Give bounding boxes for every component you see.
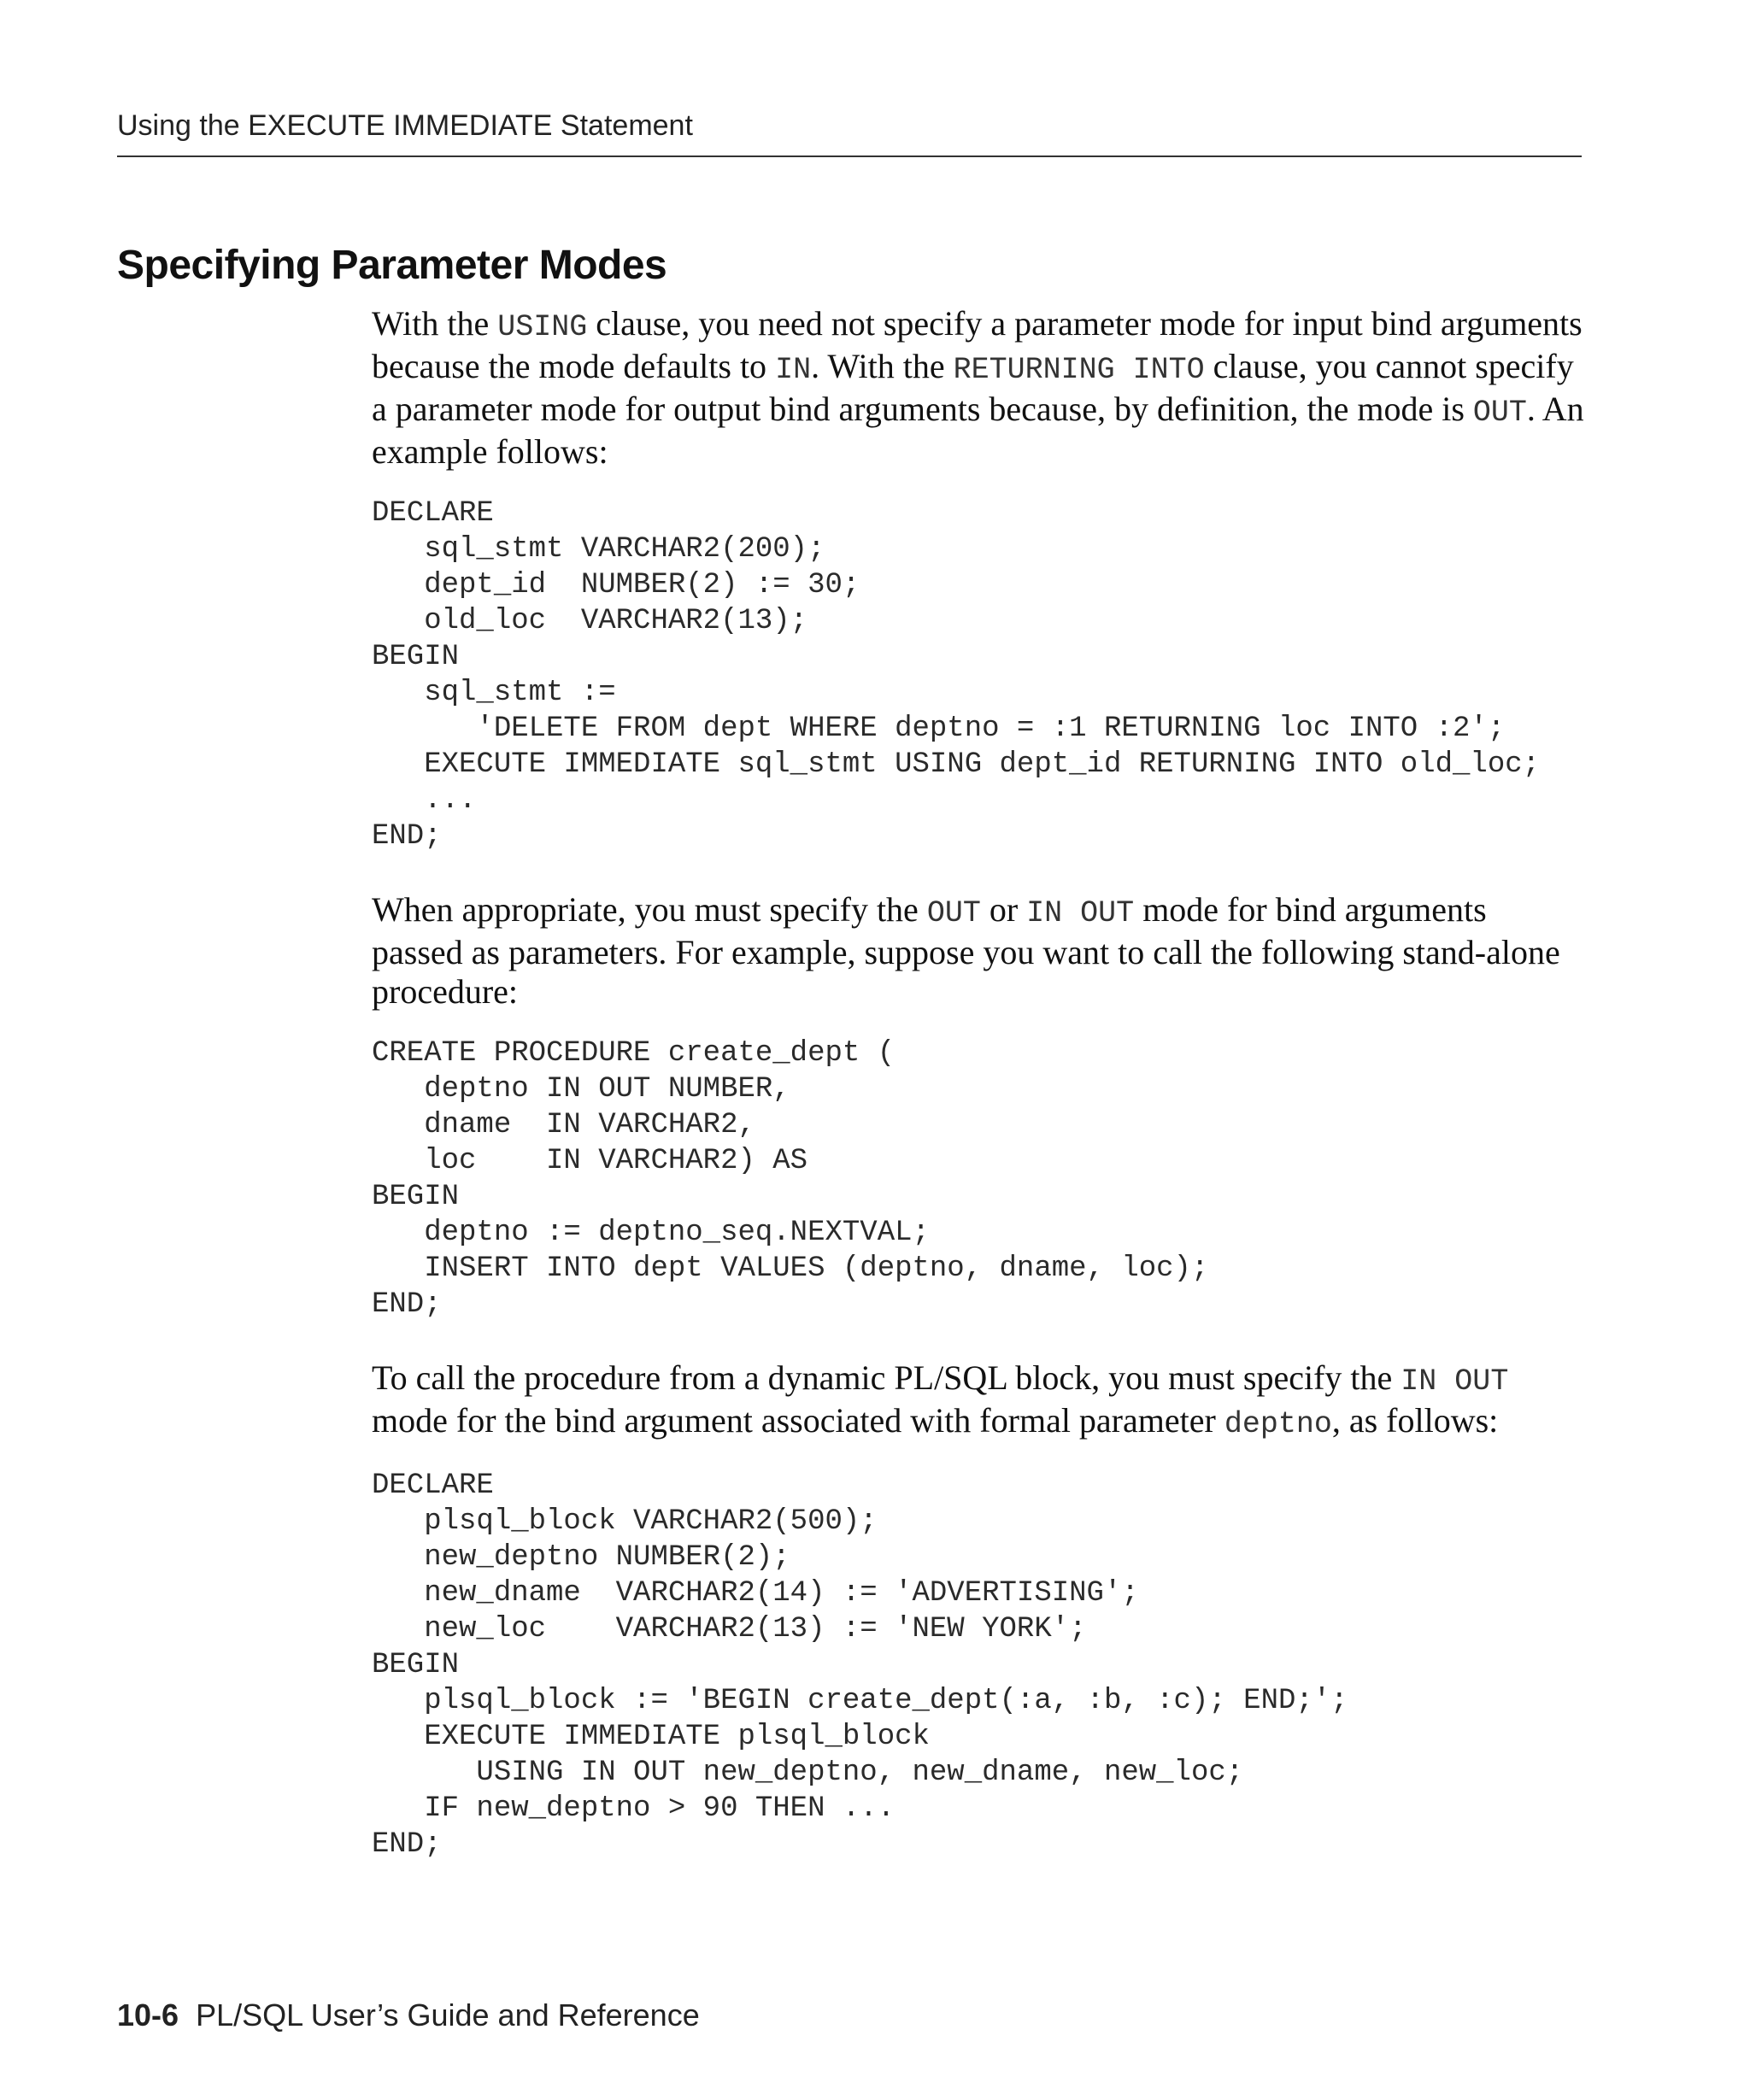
- running-header: Using the EXECUTE IMMEDIATE Statement: [117, 109, 693, 142]
- text-run: mode for the bind argument associated with formal parameter: [372, 1401, 1224, 1440]
- inline-code: OUT: [1472, 396, 1527, 430]
- code-example-returning-into: DECLARE sql_stmt VARCHAR2(200); dept_id NUMBER(2) := 30; old_loc VARCHAR2(13); BEGIN sql_stmt := 'DELETE FROM dept WHERE deptno = :1 RETURNING loc INTO :2'; EXECUTE IMMEDIATE sql_stmt USING dept_id RETURNING INTO old_loc; ... END;: [372, 497, 1541, 853]
- paragraph-out-modes: [372, 890, 1585, 1012]
- section-body: [372, 304, 1585, 1898]
- page-footer: [117, 1997, 700, 2033]
- text-run: With the: [372, 304, 498, 343]
- paragraph-dynamic-block: [372, 1358, 1585, 1444]
- inline-code: IN OUT: [1026, 896, 1135, 930]
- inline-code: RETURNING INTO: [953, 353, 1205, 387]
- text-run: , as follows:: [1331, 1401, 1499, 1440]
- text-run: . With the: [811, 347, 954, 385]
- code-example-create-procedure: CREATE PROCEDURE create_dept ( deptno IN OUT NUMBER, dname IN VARCHAR2, loc IN VARCHAR2) AS BEGIN deptno := deptno_seq.NEXTVAL; INSERT INTO dept VALUES (deptno, dname, loc); END;: [372, 1037, 1209, 1321]
- inline-code: IN: [775, 353, 812, 387]
- inline-code: OUT: [926, 896, 981, 930]
- text-run: or: [980, 890, 1027, 929]
- text-run: clause, you need not specify a parameter mode for input bind arguments because the mode defaults to: [372, 304, 1583, 385]
- inline-code: IN OUT: [1401, 1364, 1509, 1399]
- text-run: clause, you cannot specify a parameter mode for output bind arguments because, by definition, the mode is: [372, 347, 1574, 428]
- header-rule: [117, 155, 1582, 157]
- code-example-dynamic-plsql: DECLARE plsql_block VARCHAR2(500); new_deptno NUMBER(2); new_dname VARCHAR2(14) := 'ADVERTISING'; new_loc VARCHAR2(13) := 'NEW YORK'; BEGIN plsql_block := 'BEGIN create_dept(:a, :b, :c); END;'; EXECUTE IMMEDIATE plsql_block USING IN OUT new_deptno, new_dname, new_loc; IF new_deptno > 90 THEN ... END;: [372, 1469, 1348, 1861]
- text-run: mode for bind arguments passed as parameters. For example, suppose you want to call the following stand-alone procedure:: [372, 890, 1560, 1011]
- book-title: PL/SQL User’s Guide and Reference: [196, 1997, 700, 2033]
- inline-code: USING: [497, 310, 588, 344]
- text-run: . An example follows:: [372, 390, 1584, 471]
- text-run: When appropriate, you must specify the: [372, 890, 927, 929]
- inline-code: deptno: [1224, 1407, 1332, 1441]
- section-title: Specifying Parameter Modes: [117, 243, 667, 288]
- text-run: To call the procedure from a dynamic PL/SQL block, you must specify the: [372, 1358, 1401, 1397]
- paragraph-using-clause: [372, 304, 1585, 472]
- page-number: 10-6: [117, 1997, 179, 2033]
